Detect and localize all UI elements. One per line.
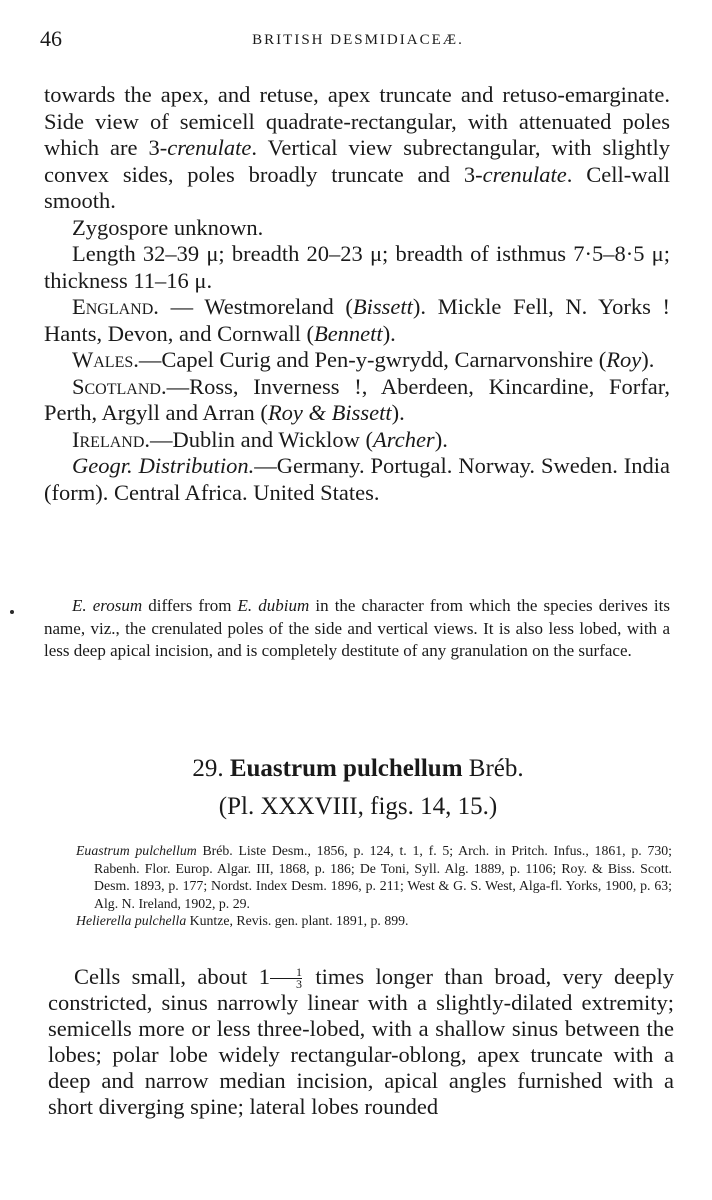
running-head [40, 26, 676, 56]
margin-mark [10, 610, 14, 614]
distribution-ireland: Ireland.—Dublin and Wicklow (Archer). [72, 426, 448, 452]
measurements-text: Length 32–39 μ; breadth 20–23 μ; breadth of isthmus 7·5–8·5 μ; thickness 11–16 μ. [44, 241, 670, 293]
distribution-wales: Wales.—Capel Curig and Pen-y-gwrydd, Carnarvonshire (Roy). [72, 347, 655, 372]
page-number: 46 [40, 26, 62, 51]
zygospore-text: Zygospore unknown. [72, 214, 264, 240]
distribution-england: England. — Westmoreland (Bissett). Mickle Fell, N. Yorks ! Hants, Devon, and Cornwall (Bennett). [44, 294, 670, 346]
species-description [48, 964, 674, 1120]
plate-reference: (Pl. XXXVIII, figs. 14, 15.) [218, 793, 498, 820]
species-number: 29. [192, 755, 224, 782]
previous-species-description [44, 82, 670, 506]
description-paragraph: towards the apex, and retuse, apex truncate and retuso-emarginate. Side view of semicell quadrate-rectangular, with attenuated poles which are 3-crenulate. Vertical view subrectangular, with slightly convex sides, poles broadly truncate and 3-crenulate. Cell-wall smooth. [44, 82, 670, 213]
synonymy-references [76, 842, 672, 930]
fraction: $\frac{1}{3}$ [270, 967, 302, 990]
description-paragraph: Cells small, about 1 $\frac{1}{3}$ times longer than broad, very deeply constricted, sinus narrowly linear with a slightly-dilated extremity; semicells more or less three-lobed, with a shallow sinus between the lobes; polar lobe widely rectangular-oblong, apex truncate with a deep and narrow median incision, apical angles furnished with a short diverging spine; lateral lobes rounded [48, 964, 674, 1120]
distribution-scotland: Scotland.—Ross, Inverness !, Aberdeen, Kincardine, Forfar, Perth, Argyll and Arran (Roy & Bissett). [44, 373, 670, 425]
reference-entry: Helierella pulchella Kuntze, Revis. gen. plant. 1891, p. 899. [76, 913, 409, 928]
running-title: BRITISH DESMIDIACEÆ. [252, 32, 464, 48]
geographic-distribution: Geogr. Distribution.—Germany. Portugal. Norway. Sweden. India (form). Central Africa. United States. [44, 453, 670, 505]
species-heading [40, 752, 676, 786]
species-author: Bréb. [468, 755, 524, 782]
reference-entry: Euastrum pulchellum Bréb. Liste Desm., 1856, p. 124, t. 1, f. 5; Arch. in Pritch. Infus., 1861, p. 730; Rabenh. Flor. Europ. Algar. III, 1868, p. 186; De Toni, Syll. Alg. 1889, p. 1106; Roy. & Biss. Scott. Desm. 1893, p. 177; Nordst. Index Desm. 1896, p. 211; West & G. S. West, Alga-fl. Yorks, 1900, p. 63; Alg. N. Ireland, 1902, p. 29. [76, 843, 672, 911]
note-paragraph: E. erosum differs from E. dubium in the character from which the species derives its name, viz., the crenulated poles of the side and vertical views. It is also less lobed, with a less deep apical incision, and is completely destitute of any granulation on the surface. [44, 596, 670, 660]
comparison-note [44, 595, 670, 663]
species-name: Euastrum pulchellum [229, 755, 463, 782]
